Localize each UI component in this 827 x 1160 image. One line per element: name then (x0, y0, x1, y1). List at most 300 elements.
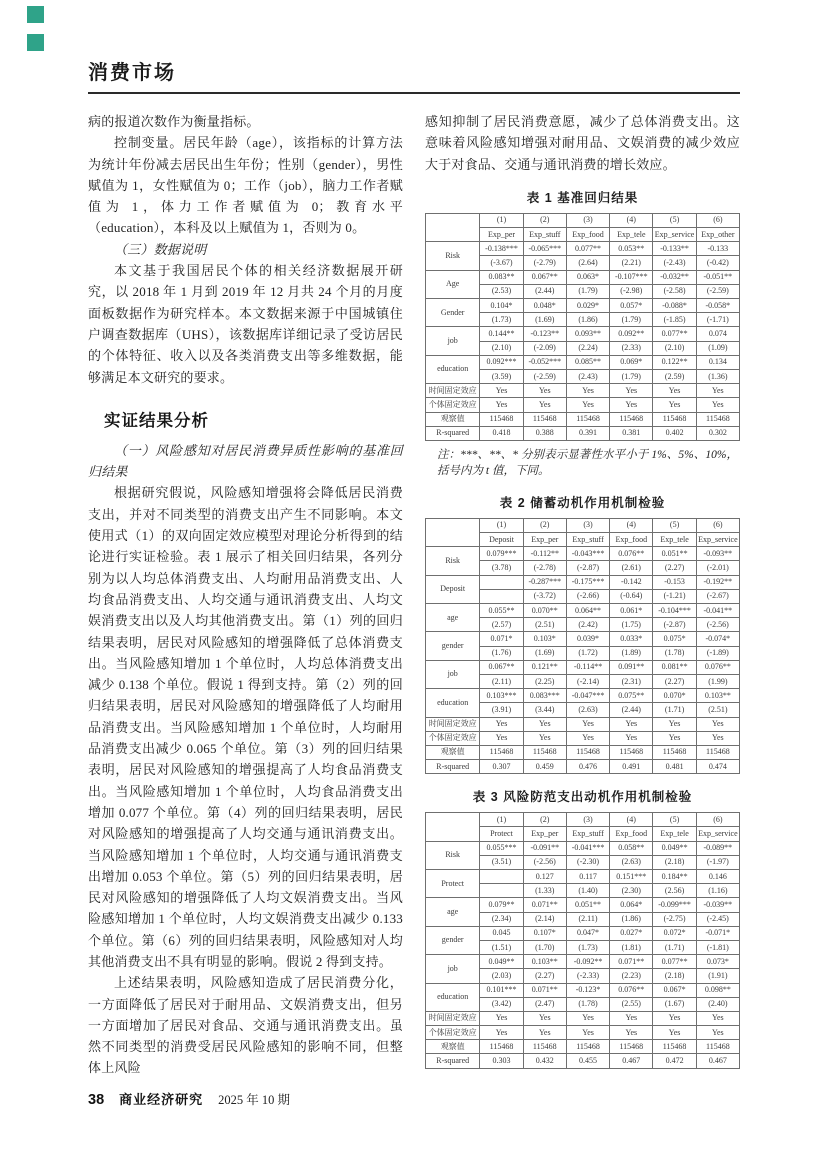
column-number: (3) (566, 518, 609, 532)
column-header: Exp_tele (610, 228, 653, 242)
tstat-cell: (2.24) (566, 341, 609, 355)
coefficient-cell: 0.151*** (610, 870, 653, 884)
value-cell: 0.418 (480, 426, 523, 440)
column-header: Exp_per (480, 228, 523, 242)
value-cell: Yes (480, 384, 523, 398)
coefficient-cell: -0.287*** (523, 575, 566, 589)
tstat-cell: (1.76) (480, 646, 523, 660)
value-cell: Yes (566, 731, 609, 745)
column-number: (5) (653, 813, 696, 827)
coefficient-cell: 0.049** (653, 841, 696, 855)
column-header: Exp_food (610, 533, 653, 547)
column-number: (6) (696, 213, 739, 227)
row-label: education (426, 355, 480, 383)
table-row (426, 1011, 740, 1025)
value-cell: Yes (480, 731, 523, 745)
coefficient-cell: 0.134 (696, 355, 739, 369)
tstat-cell: (-2.59) (696, 284, 739, 298)
tstat-cell: (2.30) (610, 884, 653, 898)
table-row (426, 717, 740, 731)
coefficient-cell: -0.091** (523, 841, 566, 855)
coefficient-cell: 0.184** (653, 870, 696, 884)
tstat-cell: (1.89) (610, 646, 653, 660)
coefficient-cell: -0.107*** (610, 270, 653, 284)
tstat-cell: (2.18) (653, 855, 696, 869)
value-cell: Yes (696, 398, 739, 412)
column-header: Exp_service (696, 827, 739, 841)
coefficient-cell: 0.072* (653, 926, 696, 940)
tstat-cell: (2.51) (696, 703, 739, 717)
coefficient-cell: 0.067** (480, 660, 523, 674)
table-corner-cell (426, 813, 480, 841)
coefficient-cell: 0.055*** (480, 841, 523, 855)
table-row (426, 1054, 740, 1068)
value-cell: 115468 (566, 745, 609, 759)
coefficient-cell: 0.076** (610, 547, 653, 561)
coefficient-cell (480, 870, 523, 884)
value-cell: 0.474 (696, 760, 739, 774)
value-cell: Yes (566, 1026, 609, 1040)
row-label: Age (426, 270, 480, 298)
tstat-cell: (2.23) (610, 969, 653, 983)
coefficient-cell: 0.051** (566, 898, 609, 912)
two-column-layout (88, 111, 740, 1079)
tstat-cell: (-1.97) (696, 855, 739, 869)
coefficient-cell: 0.071** (523, 898, 566, 912)
table-row (426, 547, 740, 561)
column-number: (4) (610, 518, 653, 532)
row-label: R-squared (426, 426, 480, 440)
tstat-cell: (-0.42) (696, 256, 739, 270)
table-row (426, 384, 740, 398)
coefficient-cell: 0.027* (610, 926, 653, 940)
coefficient-cell: 0.079*** (480, 547, 523, 561)
tstat-cell: (-2.87) (653, 618, 696, 632)
table-row (426, 270, 740, 284)
tstat-cell: (1.79) (566, 284, 609, 298)
tstat-cell: (2.57) (480, 618, 523, 632)
tstat-cell: (2.34) (480, 912, 523, 926)
coefficient-cell: 0.071* (480, 632, 523, 646)
paragraph-continued-right: 感知抑制了居民消费意愿，减少了总体消费支出。这意味着风险感知增强对耐用品、文娱消费的减少效应大于对食品、交通与通讯消费的增长效应。 (425, 114, 740, 172)
coefficient-cell: 0.048* (523, 299, 566, 313)
tstat-cell: (1.86) (566, 313, 609, 327)
coefficient-cell: 0.103** (523, 955, 566, 969)
row-label: gender (426, 926, 480, 954)
coefficient-cell: -0.133 (696, 242, 739, 256)
coefficient-cell (480, 575, 523, 589)
tstat-cell: (-2.78) (523, 561, 566, 575)
table-row (426, 731, 740, 745)
coefficient-cell: 0.047* (566, 926, 609, 940)
coefficient-cell: 0.064* (610, 898, 653, 912)
value-cell: 115468 (610, 1040, 653, 1054)
value-cell: Yes (610, 1026, 653, 1040)
coefficient-cell: 0.122** (653, 355, 696, 369)
value-cell: 115468 (566, 412, 609, 426)
value-cell: 115468 (480, 1040, 523, 1054)
value-cell: 115468 (523, 745, 566, 759)
table-title: 表 2 储蓄动机作用机制检验 (499, 495, 666, 510)
value-cell: Yes (610, 731, 653, 745)
coefficient-cell: 0.067** (523, 270, 566, 284)
table-row (426, 426, 740, 440)
tstat-cell: (3.78) (480, 561, 523, 575)
tstat-cell: (-2.59) (523, 369, 566, 383)
value-cell: Yes (696, 1011, 739, 1025)
row-label: 个体固定效应 (426, 398, 480, 412)
column-number: (3) (566, 813, 609, 827)
coefficient-cell: 0.073* (696, 955, 739, 969)
value-cell: Yes (566, 384, 609, 398)
coefficient-cell: 0.071** (610, 955, 653, 969)
coefficient-cell: -0.043*** (566, 547, 609, 561)
coefficient-cell: 0.053** (610, 242, 653, 256)
table-row (426, 1026, 740, 1040)
tstat-cell: (1.71) (653, 703, 696, 717)
coefficient-cell: 0.101*** (480, 983, 523, 997)
regression-table (425, 812, 740, 1068)
page-edge-mark (27, 6, 44, 23)
tstat-cell: (1.70) (523, 940, 566, 954)
table-block-saving-motive (425, 493, 740, 774)
column-number: (2) (523, 518, 566, 532)
table-row (426, 870, 740, 884)
column-header: Exp_stuff (566, 533, 609, 547)
value-cell: 115468 (653, 745, 696, 759)
row-label: R-squared (426, 1054, 480, 1068)
row-label: education (426, 983, 480, 1011)
tstat-cell: (3.59) (480, 369, 523, 383)
page-footer (88, 1089, 290, 1108)
column-header: Exp_food (610, 827, 653, 841)
tstat-cell: (-2.67) (696, 589, 739, 603)
tstat-cell: (2.63) (610, 855, 653, 869)
coefficient-cell: 0.127 (523, 870, 566, 884)
row-label: Protect (426, 870, 480, 898)
coefficient-cell: 0.098** (696, 983, 739, 997)
value-cell: 0.476 (566, 760, 609, 774)
coefficient-cell: 0.051** (653, 547, 696, 561)
column-header: Exp_stuff (523, 228, 566, 242)
tstat-cell: (-1.81) (696, 940, 739, 954)
coefficient-cell: 0.049** (480, 955, 523, 969)
row-label: gender (426, 632, 480, 660)
coefficient-cell: 0.045 (480, 926, 523, 940)
table-block-risk-prevention (425, 787, 740, 1068)
row-label: Risk (426, 547, 480, 575)
coefficient-cell: 0.085** (566, 355, 609, 369)
value-cell: 115468 (566, 1040, 609, 1054)
coefficient-cell: -0.092** (566, 955, 609, 969)
coefficient-cell: 0.067* (653, 983, 696, 997)
value-cell: 115468 (696, 745, 739, 759)
coefficient-cell: 0.077** (566, 242, 609, 256)
right-column (425, 111, 740, 1079)
paragraph-summary: 上述结果表明，风险感知造成了居民消费分化，一方面降低了居民对于耐用品、文娱消费支出，但另一方面增加了居民对食品、交通与通讯消费支出。虽然不同类型的消费受居民风险感知的影响不同，但整体上风险 (88, 975, 403, 1076)
table-row (426, 412, 740, 426)
tstat-cell: (2.44) (610, 703, 653, 717)
row-label: 观察值 (426, 1040, 480, 1054)
coefficient-cell: -0.089** (696, 841, 739, 855)
tstat-cell: (1.71) (653, 940, 696, 954)
column-header: Exp_service (653, 228, 696, 242)
value-cell: 0.459 (523, 760, 566, 774)
row-label: Deposit (426, 575, 480, 603)
page-header (88, 56, 740, 94)
value-cell: Yes (566, 1011, 609, 1025)
coefficient-cell: 0.076** (610, 983, 653, 997)
value-cell: 0.381 (610, 426, 653, 440)
value-cell: Yes (523, 1011, 566, 1025)
column-number: (1) (480, 518, 523, 532)
coefficient-cell: 0.070* (653, 689, 696, 703)
coefficient-cell: -0.104*** (653, 604, 696, 618)
tstat-cell: (1.81) (610, 940, 653, 954)
value-cell: Yes (653, 717, 696, 731)
value-cell: Yes (696, 384, 739, 398)
tstat-cell: (1.78) (653, 646, 696, 660)
value-cell: Yes (480, 717, 523, 731)
coefficient-cell: 0.107* (523, 926, 566, 940)
tstat-cell: (2.18) (653, 969, 696, 983)
table-corner-cell (426, 213, 480, 241)
table-row (426, 689, 740, 703)
regression-table (425, 213, 740, 441)
column-header: Exp_food (566, 228, 609, 242)
tstat-cell: (-2.66) (566, 589, 609, 603)
row-label: age (426, 898, 480, 926)
value-cell: Yes (653, 384, 696, 398)
regression-table (425, 518, 740, 774)
tstat-cell: (1.99) (696, 674, 739, 688)
coefficient-cell: -0.138*** (480, 242, 523, 256)
value-cell: 115468 (523, 412, 566, 426)
value-cell: Yes (523, 398, 566, 412)
tstat-cell: (2.56) (653, 884, 696, 898)
coefficient-cell: -0.032** (653, 270, 696, 284)
subsection-baseline-regression: （一）风险感知对居民消费异质性影响的基准回归结果 (88, 442, 403, 480)
value-cell: Yes (523, 384, 566, 398)
tstat-cell: (1.75) (610, 618, 653, 632)
coefficient-cell: 0.092** (610, 327, 653, 341)
value-cell: Yes (653, 1026, 696, 1040)
column-header: Exp_other (696, 228, 739, 242)
coefficient-cell: -0.071* (696, 926, 739, 940)
table-row (426, 299, 740, 313)
issue-label: 2025 年 10 期 (218, 1093, 291, 1107)
coefficient-cell: 0.104* (480, 299, 523, 313)
value-cell: Yes (566, 717, 609, 731)
table-row (426, 926, 740, 940)
tstat-cell: (-2.43) (653, 256, 696, 270)
tstat-cell (480, 589, 523, 603)
coefficient-cell: 0.070** (523, 604, 566, 618)
row-label: 时间固定效应 (426, 1011, 480, 1025)
paragraph-data-source: 本文基于我国居民个体的相关经济数据展开研究，以 2018 年 1 月到 2019 年 12 月共 24 个月的月度面板数据作为研究样本。本文数据来源于中国城镇住户调查数据库（UHS），该数据库详细记录了受访居民的个体特征、收入以及各类消费支出等多维数据，能够满足本文研究的要求。 (88, 263, 403, 385)
tstat-cell: (1.73) (566, 940, 609, 954)
tstat-cell: (2.44) (523, 284, 566, 298)
coefficient-cell: -0.099*** (653, 898, 696, 912)
column-header: Exp_service (696, 533, 739, 547)
tstat-cell: (-2.98) (610, 284, 653, 298)
page-edge-mark (27, 34, 44, 51)
row-label: R-squared (426, 760, 480, 774)
coefficient-cell: 0.075** (610, 689, 653, 703)
value-cell: 115468 (480, 412, 523, 426)
table-row (426, 898, 740, 912)
tstat-cell: (2.27) (523, 969, 566, 983)
tstat-cell: (2.43) (566, 369, 609, 383)
table-row (426, 983, 740, 997)
tstat-cell: (-3.67) (480, 256, 523, 270)
coefficient-cell: 0.144** (480, 327, 523, 341)
value-cell: 0.388 (523, 426, 566, 440)
column-number: (2) (523, 213, 566, 227)
table-row (426, 242, 740, 256)
column-number: (4) (610, 813, 653, 827)
value-cell: 0.307 (480, 760, 523, 774)
section-heading-empirical-results: 实证结果分析 (104, 411, 209, 430)
column-number: (1) (480, 213, 523, 227)
value-cell: Yes (523, 731, 566, 745)
tstat-cell: (1.69) (523, 646, 566, 660)
value-cell: 0.391 (566, 426, 609, 440)
tstat-cell: (-2.56) (696, 618, 739, 632)
row-label: education (426, 689, 480, 717)
tstat-cell: (2.55) (610, 997, 653, 1011)
value-cell: 115468 (696, 412, 739, 426)
value-cell: Yes (696, 717, 739, 731)
column-section-title: 消费市场 (88, 62, 176, 84)
tstat-cell: (1.86) (610, 912, 653, 926)
paragraph-regression-discussion: 根据研究假说，风险感知增强将会降低居民消费支出，并对不同类型的消费支出产生不同影响。本文使用式（1）的双向固定效应模型对理论分析得到的结论进行实证检验。表 1 展示了相关回归结果，各列分别为以人均总体消费支出、人均耐用品消费支出、人均食品消费支出、人均交通与通讯消费支出、人均文娱消费支出以及人均其他消费支出。第（1）列的回归结果表明，居民对风险感知的增强降低了总体消费支出。当风险感知增加 1 个单位时，人均总体消费支出减少 0.138 个单位。假说 1 得到支持。第（2）列的回归结果表明，居民对风险感知的增强降低了人均耐用品消费支出。当风险感知增加 1 个单位时，人均耐用品消费支出减少 0.065 个单位。第（3）列的回归结果表明，居民对风险感知的增强提高了人均食品消费支出。当风险感知增加 1 个单位时，人均食品消费支出增加 0.077 个单位。第（4）列的回归结果表明，居民对风险感知的增强提高了人均交通与通讯消费支出。当风险感知增加 1 个单位时，人均交通与通讯消费支出增加 0.053 个单位。第（5）列的回归结果表明，居民对风险感知的增强降低了人均文娱消费支出。当风险感知增加 1 个单位时，人均文娱消费支出减少 0.133 个单位。第（6）列的回归结果表明，风险感知对人均其他消费支出不具有明显的影响。假说 2 得到支持。 (88, 485, 403, 969)
coefficient-cell: 0.091** (610, 660, 653, 674)
coefficient-cell: -0.041** (696, 604, 739, 618)
value-cell: 0.402 (653, 426, 696, 440)
value-cell: Yes (523, 1026, 566, 1040)
table-corner-cell (426, 518, 480, 546)
tstat-cell: (1.67) (653, 997, 696, 1011)
coefficient-cell: -0.065*** (523, 242, 566, 256)
coefficient-cell: 0.064** (566, 604, 609, 618)
value-cell: Yes (610, 717, 653, 731)
tstat-cell: (2.27) (653, 674, 696, 688)
tstat-cell: (2.10) (653, 341, 696, 355)
tstat-cell: (2.11) (480, 674, 523, 688)
coefficient-cell: -0.133** (653, 242, 696, 256)
row-label: job (426, 327, 480, 355)
coefficient-cell: 0.077** (653, 327, 696, 341)
tstat-cell: (1.91) (696, 969, 739, 983)
coefficient-cell: -0.175*** (566, 575, 609, 589)
coefficient-cell: 0.029* (566, 299, 609, 313)
value-cell: 0.472 (653, 1054, 696, 1068)
tstat-cell: (-1.71) (696, 313, 739, 327)
table-title: 表 3 风险防范支出动机作用机制检验 (472, 790, 693, 805)
tstat-cell: (2.53) (480, 284, 523, 298)
value-cell: Yes (480, 1011, 523, 1025)
value-cell: 115468 (653, 412, 696, 426)
value-cell: 0.467 (610, 1054, 653, 1068)
tstat-cell: (1.16) (696, 884, 739, 898)
table-block-baseline-regression (425, 188, 740, 441)
tstat-cell: (2.47) (523, 997, 566, 1011)
paragraph-continued: 病的报道次数作为衡量指标。 (88, 114, 260, 129)
tstat-cell: (2.33) (610, 341, 653, 355)
column-header: Protect (480, 827, 523, 841)
column-number: (6) (696, 518, 739, 532)
tstat-cell: (1.09) (696, 341, 739, 355)
tstat-cell: (3.91) (480, 703, 523, 717)
row-label: age (426, 604, 480, 632)
table-row (426, 632, 740, 646)
row-label: Risk (426, 242, 480, 270)
coefficient-cell: 0.117 (566, 870, 609, 884)
tstat-cell: (2.31) (610, 674, 653, 688)
tstat-cell: (1.69) (523, 313, 566, 327)
coefficient-cell: -0.058* (696, 299, 739, 313)
tstat-cell: (3.42) (480, 997, 523, 1011)
table-row (426, 955, 740, 969)
tstat-cell: (1.79) (610, 313, 653, 327)
value-cell: Yes (653, 398, 696, 412)
table-title: 表 1 基准回归结果 (526, 190, 639, 205)
column-number: (3) (566, 213, 609, 227)
tstat-cell: (-2.56) (523, 855, 566, 869)
value-cell: Yes (696, 731, 739, 745)
paragraph-control-variables: 控制变量。居民年龄（age），该指标的计算方法为统计年份减去居民出生年份；性别（gender），男性赋值为 1，女性赋值为 0；工作（job），脑力工作者赋值为 1，体力工作者赋值为 0；教育水平（education），本科及以上赋值为 1，否则为 0。 (88, 135, 403, 236)
value-cell: 0.491 (610, 760, 653, 774)
value-cell: Yes (480, 1026, 523, 1040)
tstat-cell: (3.44) (523, 703, 566, 717)
coefficient-cell: -0.123** (523, 327, 566, 341)
value-cell: 115468 (610, 745, 653, 759)
value-cell: Yes (523, 717, 566, 731)
row-label: 观察值 (426, 412, 480, 426)
value-cell: 115468 (696, 1040, 739, 1054)
value-cell: 115468 (523, 1040, 566, 1054)
table-row (426, 745, 740, 759)
column-header: Exp_per (523, 533, 566, 547)
tstat-cell: (1.40) (566, 884, 609, 898)
coefficient-cell: 0.103* (523, 632, 566, 646)
coefficient-cell: -0.051** (696, 270, 739, 284)
tstat-cell: (-2.09) (523, 341, 566, 355)
coefficient-cell: -0.041*** (566, 841, 609, 855)
tstat-cell: (2.63) (566, 703, 609, 717)
value-cell: Yes (610, 384, 653, 398)
column-header: Exp_stuff (566, 827, 609, 841)
tstat-cell: (1.51) (480, 940, 523, 954)
tstat-cell: (-2.33) (566, 969, 609, 983)
tstat-cell: (-0.64) (610, 589, 653, 603)
table-row (426, 841, 740, 855)
tstat-cell: (2.51) (523, 618, 566, 632)
left-column (88, 111, 403, 1079)
value-cell: 0.432 (523, 1054, 566, 1068)
value-cell: 115468 (653, 1040, 696, 1054)
value-cell: Yes (696, 1026, 739, 1040)
tstat-cell: (-2.45) (696, 912, 739, 926)
coefficient-cell: -0.052*** (523, 355, 566, 369)
value-cell: Yes (653, 731, 696, 745)
coefficient-cell: 0.055** (480, 604, 523, 618)
page-number: 38 (88, 1092, 105, 1108)
coefficient-cell: 0.075* (653, 632, 696, 646)
coefficient-cell: 0.121** (523, 660, 566, 674)
tstat-cell: (1.36) (696, 369, 739, 383)
